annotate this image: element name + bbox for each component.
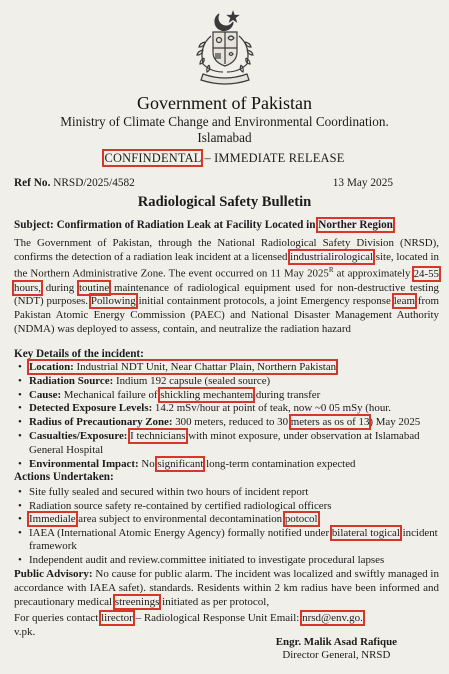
item-label: Environmental Impact: [29, 457, 139, 470]
superscript-mark: R [328, 266, 334, 275]
intro-text: during [40, 281, 79, 294]
item-value: area subject to environmental decontamination [75, 513, 285, 525]
item-value: No [138, 457, 158, 470]
intro-text: site, located in the Northern Administrative Zone. The event occurred on 11 May 2025 [14, 250, 439, 281]
subject-prefix: Subject: Confirmation of Radiation Leak at Facility Located in [14, 219, 319, 231]
intro-text: initial containment protocols, a joint Emergency response [135, 295, 394, 308]
highlight-typo: shickling mechantem [160, 388, 254, 401]
intro-text: at approximately [333, 268, 414, 281]
item-value: Mechanical failure of [61, 388, 161, 401]
item-value: 14.2 mSv/hour at point of teak, now ~0 05 mSy (hour. [152, 402, 392, 415]
key-details-list [14, 361, 441, 471]
contact-email: nrsd@env.go. [302, 612, 363, 624]
item-value: incident framework [29, 526, 438, 552]
list-item: • Site fully sealed and secured within two hours of incident report [14, 486, 441, 500]
item-label: Location: [29, 361, 74, 373]
list-item [14, 402, 441, 416]
advisory-label: Public Advisory: [14, 568, 93, 580]
key-details-heading: Key Details of the incident: [14, 348, 144, 360]
reference-line [14, 177, 393, 189]
reference-label: Ref No. [14, 177, 51, 189]
intro-text: from Pakistan Atomic Energy Commission (PAEC) and National Disaster Management Authority (NDMA) was deployed to assess, contain, and neutralize the radiation hazard [14, 295, 439, 335]
issue-date: 13 May 2025 [332, 177, 393, 189]
ministry-city: Islamabad [197, 130, 252, 145]
item-label: Radiation Source: [29, 374, 114, 387]
highlight-typo: potocol [284, 513, 318, 525]
confidential-label: CONFINDENTAL [104, 151, 202, 165]
list-item [14, 361, 441, 375]
list-item: • Radiation source safety re-contained by certified radiological officers [14, 500, 441, 514]
highlight-typo: Pollowing [90, 295, 136, 308]
list-item: • Independent audit and review.committee initiated to investigate procedural lapses [14, 554, 441, 568]
release-label: – IMMEDIATE RELEASE [201, 151, 345, 165]
highlight-typo: bilateral togical [331, 526, 400, 539]
signatory-title: Director General, NRSD [282, 649, 391, 662]
highlight-typo: leam [393, 295, 415, 308]
item-label: Cause: [29, 388, 62, 401]
highlight-typo: I technicians [130, 429, 186, 442]
advisory-text: initiated as per protocol, [159, 595, 270, 608]
ministry-name: Ministry of Climate Change and Environmental Coordination. [60, 114, 389, 129]
advisory-text: No cause for public alarm. The incident was localized and swiftly managed in accordance with IAEA safet). standards. Residents within 2 km radius have been informed and precautionary medical [14, 568, 439, 608]
subject-line [14, 219, 439, 231]
intro-text: The Government of Pakistan, through the National Radiological Safety Division (NRSD), confirms the detection of a radiation leak incident at a licensed [14, 237, 439, 263]
contact-text: For queries contact [14, 612, 102, 624]
list-item [14, 527, 441, 554]
list-item [14, 430, 441, 458]
item-value: with minot exposure, under observation at Islamabad General Hospital [29, 429, 420, 456]
public-advisory [14, 568, 439, 609]
classification-line [0, 151, 449, 166]
item-value: Industrial NDT Unit, Near Chattar Plain, Northern Pakistan [73, 361, 337, 373]
highlight-typo: meters as os of 13 [290, 416, 370, 429]
highlight-typo: toutine [78, 281, 110, 294]
subject-region: Norther Region [318, 219, 393, 231]
item-label: Radius of Precautionary Zone: [29, 416, 173, 429]
list-item [14, 375, 441, 389]
highlight-typo: Immediale [29, 513, 76, 525]
highlight-typo: industrialirological [290, 250, 374, 263]
highlight-typo: significant [157, 457, 204, 470]
intro-text: maintenance of radiological equipment used for non-destructive testing (NDT) purposes. [14, 281, 439, 308]
list-item [14, 513, 441, 527]
reference-number [14, 177, 135, 189]
actions-heading: Actions Undertaken: [14, 471, 114, 483]
signature-block [276, 636, 397, 663]
highlight-typo: 24-55 hours, [14, 268, 439, 294]
item-value: long-term contamination expected [203, 457, 356, 470]
contact-text: – Radiological Response Unit Email: [132, 612, 303, 624]
state-emblem-icon [189, 8, 261, 86]
intro-paragraph [14, 237, 439, 337]
item-value: Indium 192 capsule (sealed source) [113, 374, 271, 387]
list-item [14, 416, 441, 430]
bulletin-title: Radiological Safety Bulletin [137, 194, 312, 210]
list-item [14, 389, 441, 403]
reference-value: NRSD/2025/4582 [50, 177, 135, 189]
item-value: ) May 2025 [369, 416, 421, 429]
highlight-typo: streenings [114, 595, 160, 608]
ministry-block [0, 114, 449, 146]
item-label: Casualties/Exposure: [29, 429, 128, 442]
actions-list [14, 486, 441, 567]
item-value: IAEA (International Atomic Energy Agency) formally notified under [29, 526, 332, 539]
item-label: Detected Exposure Levels: [29, 402, 153, 415]
government-title: Government of Pakistan [137, 93, 312, 113]
contact-text: v.pk. [14, 625, 36, 638]
highlight-typo: lirector [101, 612, 133, 624]
item-value: 300 meters, reduced to 30 [172, 416, 291, 429]
item-value: during transfer [253, 388, 321, 401]
signatory-name: Engr. Malik Asad Rafique [275, 636, 397, 648]
list-item [14, 458, 441, 472]
